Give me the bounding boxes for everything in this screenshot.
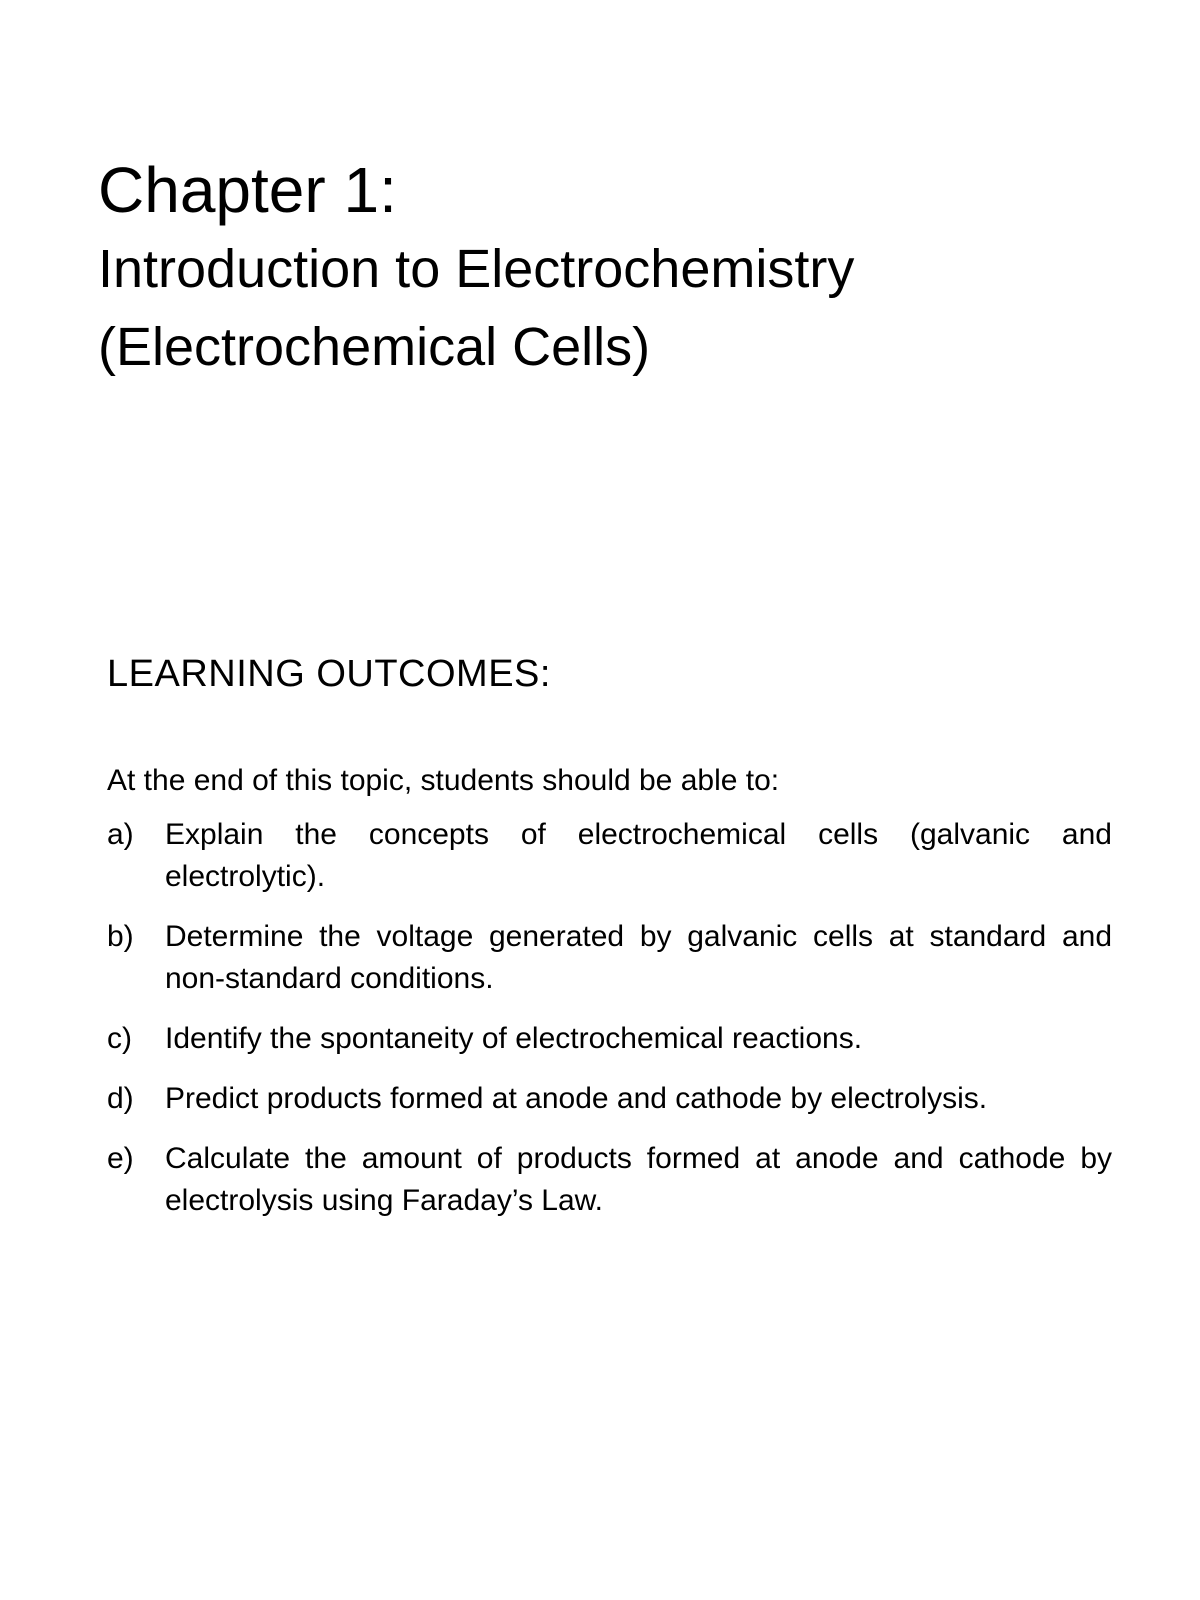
chapter-title-line-2: (Electrochemical Cells)	[98, 317, 651, 377]
learning-outcomes-list	[107, 814, 1112, 1222]
outcome-item-e	[107, 1138, 1112, 1222]
learning-outcomes-section	[107, 648, 1112, 1240]
outcome-marker: e)	[107, 1142, 134, 1175]
outcome-text: Calculate the amount of products formed at anode and cathode by electrolysis using Faraday’s Law.	[165, 1142, 1112, 1217]
outcome-marker: d)	[107, 1082, 134, 1115]
outcome-item-b	[107, 916, 1112, 1000]
outcome-text: Identify the spontaneity of electrochemical reactions.	[165, 1022, 863, 1055]
outcome-item-c	[107, 1018, 1112, 1060]
outcome-marker: c)	[107, 1022, 132, 1055]
outcome-text: Determine the voltage generated by galvanic cells at standard and non-standard conditions.	[165, 920, 1112, 995]
learning-outcomes-heading: LEARNING OUTCOMES:	[107, 653, 551, 695]
outcome-item-a	[107, 814, 1112, 898]
chapter-title-line-1: Introduction to Electrochemistry	[98, 239, 855, 299]
outcome-marker: b)	[107, 920, 134, 953]
learning-outcomes-intro: At the end of this topic, students should be able to:	[107, 764, 780, 797]
outcome-text: Predict products formed at anode and cathode by electrolysis.	[165, 1082, 988, 1115]
outcome-text: Explain the concepts of electrochemical cells (galvanic and electrolytic).	[165, 818, 1112, 893]
outcome-item-d	[107, 1078, 1112, 1120]
chapter-number: Chapter 1:	[98, 154, 397, 226]
outcome-marker: a)	[107, 818, 134, 851]
chapter-title-block	[98, 150, 1138, 386]
